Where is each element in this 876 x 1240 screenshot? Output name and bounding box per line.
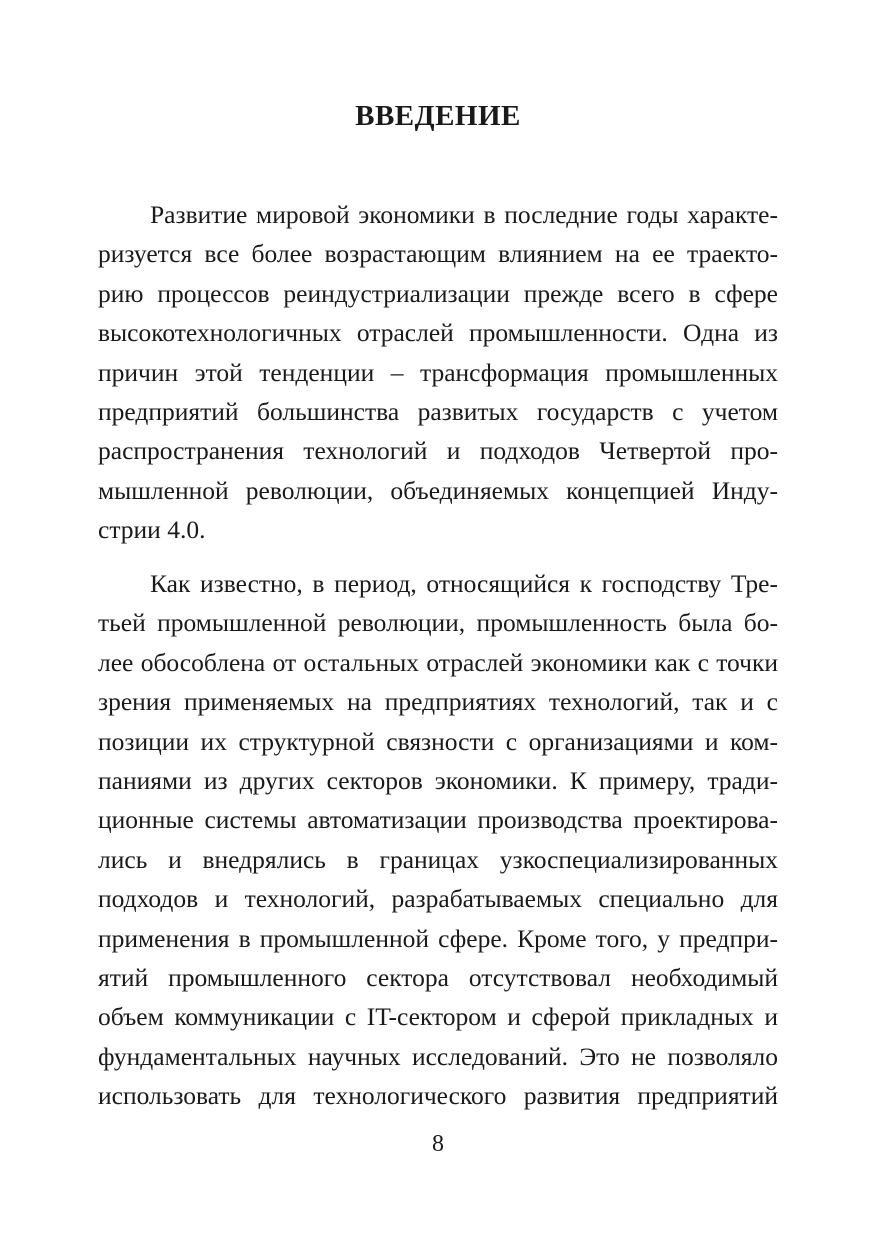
text-line: Как известно, в период, относящийся к господству Тре- bbox=[150, 569, 778, 598]
text-line: фундаментальных научных исследований. Это не позволяло bbox=[98, 1041, 778, 1071]
text-line: распространения технологий и подходов Четвертой про- bbox=[98, 436, 778, 466]
text-line: зрения применяемых на предприятиях технологий, так и с bbox=[98, 687, 778, 717]
text-line: мышленной революции, объединяемых концепцией Инду- bbox=[98, 475, 778, 505]
paragraph-2 bbox=[98, 564, 778, 1115]
text-line: тьей промышленной революции, промышленность была бо- bbox=[98, 608, 778, 638]
paragraph-1 bbox=[98, 195, 778, 550]
text-line: ционные системы автоматизации производства проектирова- bbox=[98, 805, 778, 835]
text-line: объем коммуникации с IT-сектором и сферой прикладных и bbox=[98, 1002, 778, 1032]
text-line: ризуется все более возрастающим влиянием на ее траекто- bbox=[98, 239, 778, 269]
page-number: 8 bbox=[432, 1131, 444, 1157]
page-title: ВВЕДЕНИЕ bbox=[355, 100, 521, 132]
text-line: рию процессов реиндустриализации прежде всего в сфере bbox=[98, 278, 778, 308]
text-line: Развитие мировой экономики в последние годы характе- bbox=[150, 200, 778, 229]
text-line: причин этой тенденции – трансформация промышленных bbox=[98, 357, 778, 387]
text-line: высокотехнологичных отраслей промышленности. Одна из bbox=[98, 318, 778, 348]
text-line: лее обособлена от остальных отраслей экономики как с точки bbox=[98, 647, 778, 677]
text-line: применения в промышленной сфере. Кроме того, у предпри- bbox=[98, 923, 778, 953]
text-line: лись и внедрялись в границах узкоспециализированных bbox=[98, 844, 778, 874]
text-line: предприятий большинства развитых государств с учетом bbox=[98, 396, 778, 426]
text-line: подходов и технологий, разрабатываемых специально для bbox=[98, 884, 778, 914]
text-line: позиции их структурной связности с организациями и ком- bbox=[98, 726, 778, 756]
text-line: использовать для технологического развития предприятий bbox=[98, 1081, 778, 1111]
text-line: паниями из других секторов экономики. К примеру, тради- bbox=[98, 765, 778, 795]
text-line: стрии 4.0. bbox=[98, 515, 206, 545]
text-line: ятий промышленного сектора отсутствовал необходимый bbox=[98, 962, 778, 992]
